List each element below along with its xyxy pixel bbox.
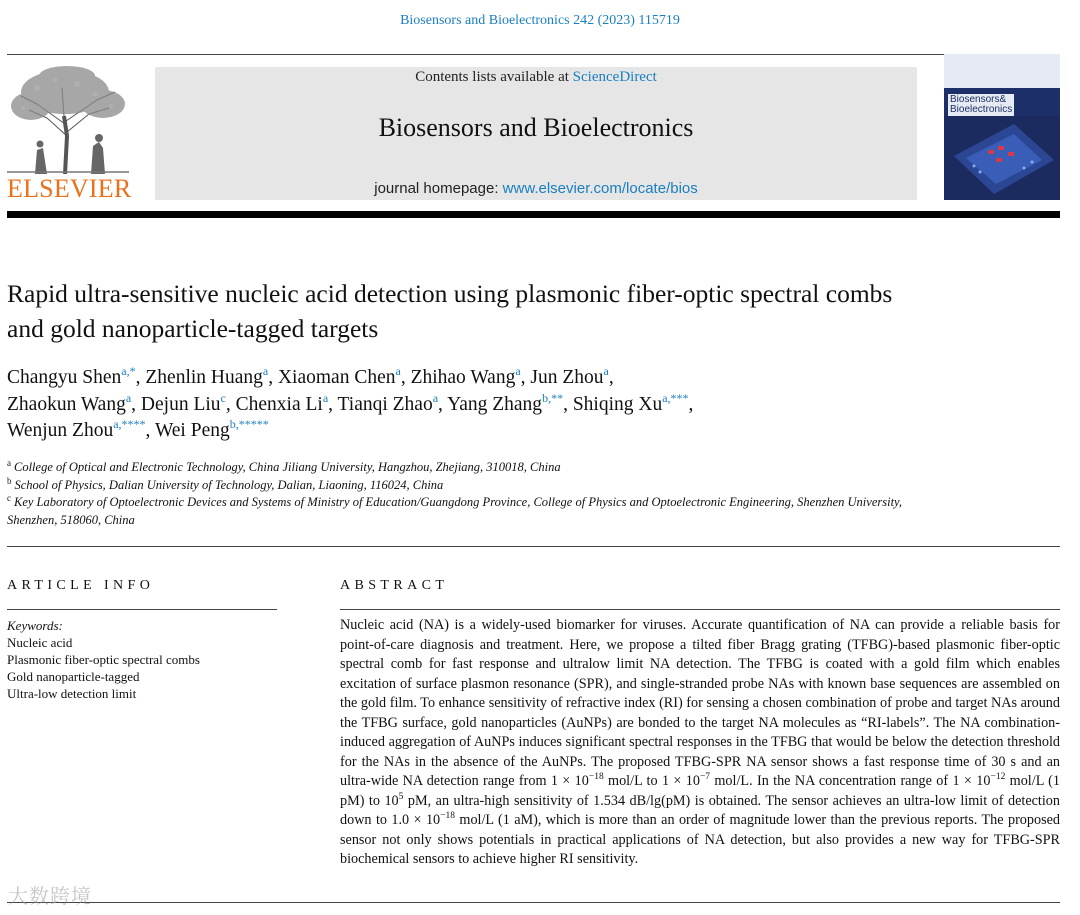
header-thick-divider: [7, 211, 1060, 218]
author-separator: ,: [608, 367, 614, 388]
contents-prefix: Contents lists available at: [415, 69, 573, 85]
exponent: −18: [588, 772, 604, 782]
exponent: 5: [398, 791, 404, 802]
elsevier-logo[interactable]: [7, 66, 132, 204]
sciencedirect-link[interactable]: ScienceDirect: [572, 69, 657, 85]
cover-artwork-image: [944, 116, 1060, 200]
keyword-item[interactable]: Ultra-low detection limit: [7, 686, 137, 701]
author-name[interactable]: Tianqi Zhao: [337, 393, 433, 415]
affiliation-label: b: [7, 475, 12, 486]
keywords-block: [7, 617, 307, 702]
affiliation-text: College of Optical and Electronic Technology, China Jiliang University, Hangzhou, Zhejiang, 310018, China: [14, 460, 561, 474]
homepage-line: [155, 180, 917, 197]
exponent: −12: [990, 772, 1006, 782]
cover-title: [948, 94, 1014, 116]
abstract-part: mol/L (1 pM) to 10: [340, 773, 1061, 809]
affiliation-item: [7, 459, 927, 477]
journal-title: Biosensors and Bioelectronics: [378, 113, 694, 142]
author-name[interactable]: Zhihao Wang: [410, 367, 516, 388]
cover-header-band: [944, 54, 1060, 88]
keywords-label: Keywords:: [7, 618, 63, 633]
section-divider: [7, 546, 1060, 547]
article-title: Rapid ultra-sensitive nucleic acid detection using plasmonic fiber-optic spectral combs and gold nanoparticle-tagged targets: [7, 279, 893, 343]
affiliation-item: [7, 477, 927, 495]
author-affiliation-marker[interactable]: c: [220, 390, 226, 405]
exponent: −7: [699, 772, 711, 782]
affiliation-text: Key Laboratory of Optoelectronic Devices and Systems of Ministry of Education/Guangdong Province, College of Physics and Optoelectronic Engineering, Shenzhen University, Shenzhen, 518060, China: [7, 495, 903, 527]
author-affiliation-marker[interactable]: a: [125, 390, 132, 405]
author-name[interactable]: Shiqing Xu: [572, 393, 663, 415]
author-affiliation-marker[interactable]: a: [603, 364, 609, 378]
author-affiliation-marker[interactable]: a: [322, 390, 329, 405]
contents-line: [155, 69, 917, 86]
journal-citation[interactable]: Biosensors and Bioelectronics 242 (2023) 115719: [400, 13, 680, 28]
cover-title-line2: Bioelectronics: [950, 104, 1013, 115]
author-name[interactable]: Changyu Shen: [7, 367, 122, 388]
author-name[interactable]: Xiaoman Chen: [277, 367, 396, 388]
abstract-text: [340, 616, 1060, 870]
author-affiliation-marker[interactable]: b,*****: [229, 417, 269, 431]
author-affiliation-marker[interactable]: a: [515, 364, 521, 378]
exponent: −18: [440, 811, 455, 821]
author-affiliation-marker[interactable]: a: [262, 364, 269, 378]
author-separator: ,: [520, 367, 531, 388]
author-separator: ,: [225, 393, 236, 415]
author-separator: ,: [145, 420, 155, 441]
affiliation-item: [7, 494, 927, 529]
author-affiliation-marker[interactable]: a,****: [113, 417, 146, 431]
abstract-part: Nucleic acid (NA) is a widely-used biomarker for viruses. Accurate quantification of NA can provide a reliable basis for point-of-care diagnosis and treatment. Here, we propose a tilted fiber Bragg grating (TFBG)-based plasmonic fiber-optic spectral comb for fast response and ultralow limit NA detection. The TFBG is coated with a gold film which enables excitation of surface plasmon resonance (SPR), and single-stranded probe NAs with known base sequences are assembled on the gold film. To enhance sensitivity of refractive index (RI) for sensing a chosen combination of probe and target NAs around the TFBG surface, gold nanoparticles (AuNPs) are bonded to the target NA molecules as “RI-labels”. The NA combination-induced aggregation of AuNPs induces significant spectral responses in the TFBG that would be below the detection threshold for the NAs in the absence of the AuNPs. The proposed TFBG-SPR NA sensor shows a fast response time of 30 s and an ultra-wide NA detection range from 1 × 10: [340, 617, 1060, 789]
author-name[interactable]: Zhaokun Wang: [7, 393, 126, 415]
affiliation-text: School of Physics, Dalian University of Technology, Dalian, Liaoning, 116024, China: [14, 477, 444, 492]
bottom-divider: [7, 902, 1060, 903]
article-info-rule: [7, 609, 277, 610]
author-name[interactable]: Dejun Liu: [140, 393, 221, 415]
abstract-part: pM, an ultra-high sensitivity of 1.534 dB/lg(pM) is obtained. The sensor achieves an ultra-low limit of detection down to 1.0 × 10: [340, 792, 1060, 828]
cover-title-line1: Biosensors&: [950, 94, 1007, 105]
author-separator: ,: [268, 367, 278, 388]
publisher-name: ELSEVIER: [7, 174, 132, 203]
keyword-item[interactable]: Gold nanoparticle-tagged: [7, 669, 140, 684]
affiliation-list: [7, 459, 927, 529]
author-affiliation-marker[interactable]: a,***: [662, 390, 689, 405]
keyword-item[interactable]: Plasmonic fiber-optic spectral combs: [7, 652, 200, 667]
author-separator: ,: [563, 393, 573, 415]
author-separator: ,: [400, 367, 411, 388]
watermark: 大数跨境: [8, 884, 92, 908]
author-separator: ,: [135, 367, 146, 388]
author-separator: ,: [688, 393, 694, 415]
tree-icon: [7, 66, 129, 174]
top-divider: [7, 54, 1060, 55]
homepage-prefix: journal homepage:: [374, 180, 503, 197]
author-affiliation-marker[interactable]: a,*: [121, 364, 136, 378]
author-affiliation-marker[interactable]: a: [395, 364, 401, 378]
abstract-part: mol/L. In the NA concentration range of 1 × 10: [710, 773, 991, 789]
keyword-item[interactable]: Nucleic acid: [7, 635, 73, 650]
abstract-rule: [340, 609, 1060, 610]
author-separator: ,: [131, 393, 141, 415]
abstract-part: mol/L to 1 × 10: [603, 773, 700, 789]
affiliation-label: a: [7, 458, 11, 468]
author-name[interactable]: Zhenlin Huang: [145, 367, 263, 388]
abstract-heading: ABSTRACT: [340, 578, 449, 593]
author-separator: ,: [438, 393, 448, 415]
author-name[interactable]: Chenxia Li: [235, 393, 323, 415]
article-info-heading: ARTICLE INFO: [7, 578, 155, 593]
author-name[interactable]: Yang Zhang: [447, 393, 543, 415]
author-name[interactable]: Jun Zhou: [530, 367, 604, 388]
author-list: [7, 365, 1007, 445]
author-affiliation-marker[interactable]: a: [432, 390, 439, 405]
author-separator: ,: [328, 393, 338, 415]
abstract-part: mol/L (1 aM), which is more than an order of magnitude lower than the previous reports. The proposed sensor not only shows potentials in practical applications of NA detection, but also provides a new way for TFBG-SPR biochemical sensors to achieve higher RI sensitivity.: [340, 812, 1060, 867]
author-name[interactable]: Wei Peng: [154, 420, 230, 441]
affiliation-label: c: [7, 493, 11, 503]
author-name[interactable]: Wenjun Zhou: [7, 420, 114, 441]
journal-homepage-link[interactable]: www.elsevier.com/locate/bios: [502, 180, 698, 197]
journal-cover-thumbnail[interactable]: [944, 54, 1060, 200]
author-affiliation-marker[interactable]: b,**: [542, 390, 564, 405]
journal-masthead: [155, 67, 917, 200]
